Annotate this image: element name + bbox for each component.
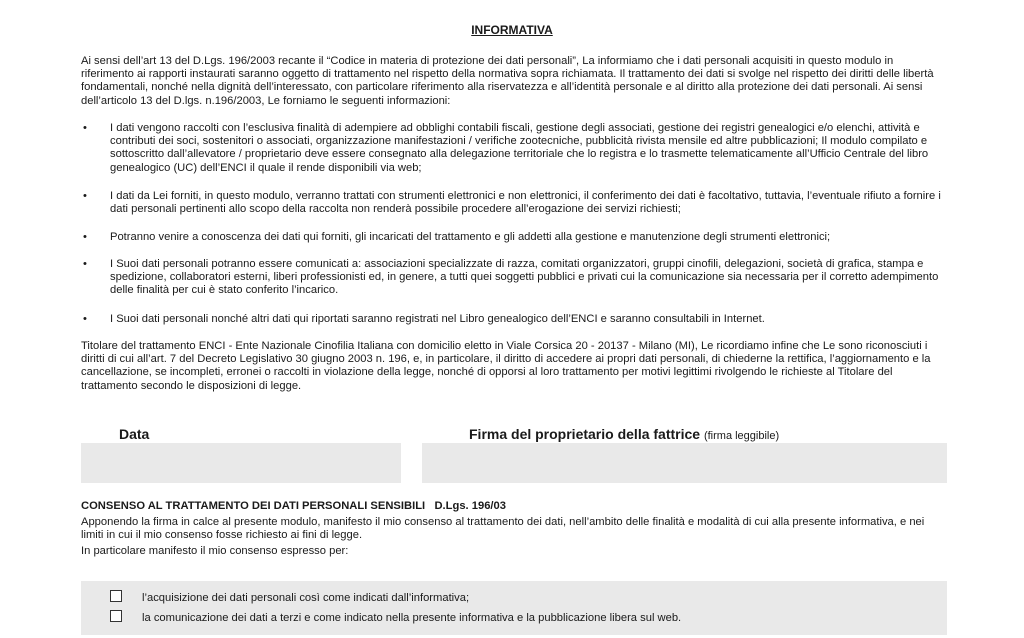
list-item-text: I Suoi dati personali potranno essere comunicati a: associazioni specializzate di razza, comitati organizzatori, gruppi cinofili, delegazioni, società di grafica, stampa e spedizione, collaboratori esterni, liberi professionisti ed, in genere, a tutti quei soggetti pubblici e privati cui la comunicazione sia necessaria per il corretto adempimento delle finalità per cui è stato conferito l’incarico. xyxy=(110,258,939,297)
list-item xyxy=(81,190,947,216)
consent-heading xyxy=(81,500,506,512)
consent-option-label: l’acquisizione dei dati personali così come indicati dall’informativa; xyxy=(142,592,470,604)
signature-note: (firma leggibile) xyxy=(703,430,780,442)
bullet-icon: • xyxy=(83,258,87,270)
consent-text: Apponendo la firma in calce al presente modulo, manifesto il mio consenso al trattamento dei dati, nell’ambito delle finalità e modalità di cui alla presente informativa, e nei limiti in cui il mio consenso fosse richiesto ai fini di legge. xyxy=(81,516,925,542)
signature-label xyxy=(469,426,779,442)
bullet-icon: • xyxy=(83,313,87,325)
consent-option[interactable] xyxy=(110,610,681,624)
intro-paragraph: Ai sensi dell’art 13 del D.Lgs. 196/2003 recante il “Codice in materia di protezione dei dati personali”, La informiamo che i dati personali acquisiti in questo modulo in riferimento ai rapporti instaurati saranno oggetto di trattamento nel rispetto della normativa sopra richiamata. Il trattamento dei dati si svolge nel rispetto dei diritti delle libertà fondamentali, nonché nella dignità dell’interessato, con particolare riferimento alla riservatezza e all’identità personale e al diritto alla protezione dei dati personali. Ai sensi dell’articolo 13 del D.lgs. n.196/2003, Le forniamo le seguenti informazioni: xyxy=(81,55,934,107)
consent-heading-ref: D.Lgs. 196/03 xyxy=(434,500,506,512)
consent-heading-text: CONSENSO AL TRATTAMENTO DEI DATI PERSONALI SENSIBILI xyxy=(81,500,426,512)
date-label: Data xyxy=(119,426,150,442)
list-item xyxy=(81,258,947,298)
checkbox-icon[interactable] xyxy=(110,610,122,622)
list-item xyxy=(81,231,947,244)
consent-text-2: In particolare manifesto il mio consenso espresso per: xyxy=(81,545,349,557)
signature-field[interactable] xyxy=(422,443,947,483)
date-field[interactable] xyxy=(81,443,401,483)
bullet-icon: • xyxy=(83,231,87,243)
titolare-paragraph: Titolare del trattamento ENCI - Ente Nazionale Cinofilia Italiana con domicilio eletto in Viale Corsica 20 - 20137 - Milano (MI), Le ricordiamo infine che Le sono riconosciuti i diritti di cui all’art. 7 del Decreto Legislativo 30 giugno 2003 n. 196, e, in particolare, il diritto di accedere ai propri dati personali, di chiederne la rettifica, l’aggiornamento e la cancellazione, se incompleti, erronei o raccolti in violazione della legge, nonché di opporsi al loro trattamento per motivi legittimi rivolgendo le richieste al Titolare del trattamento secondo le disposizioni di legge. xyxy=(81,340,931,392)
consent-option-label: la comunicazione dei dati a terzi e come indicato nella presente informativa e la pubblicazione libera sul web. xyxy=(142,612,682,624)
list-item-text: I dati vengono raccolti con l’esclusiva finalità di adempiere ad obblighi contabili fiscali, gestione degli associati, gestione dei registri genealogici e/o elenchi, attività e contributi dei soci, sostenitori o associati, organizzazione manifestazioni / verifiche zootecniche, pubblicità rivista mensile ed altre pubblicazioni; Il modulo compilato e sottoscritto dall’allevatore / proprietario deve essere consegnato alla delegazione territoriale che lo registra e lo trasmette telematicamente all’Ufficio Centrale del libro genealogico (UC) dell’ENCI il quale il rende disponibili via web; xyxy=(110,122,929,174)
list-item-text: Potranno venire a conoscenza dei dati qui forniti, gli incaricati del trattamento e gli addetti alla gestione e manutenzione degli strumenti elettronici; xyxy=(110,231,831,243)
bullet-icon: • xyxy=(83,190,87,202)
consent-option[interactable] xyxy=(110,590,469,604)
list-item xyxy=(81,122,947,175)
checkbox-icon[interactable] xyxy=(110,590,122,602)
list-item-text: I Suoi dati personali nonché altri dati qui riportati saranno registrati nel Libro genealogico dell’ENCI e saranno consultabili in Internet. xyxy=(110,313,765,325)
bullet-icon: • xyxy=(83,122,87,134)
document-title: INFORMATIVA xyxy=(471,23,553,37)
signature-label-text: Firma del proprietario della fattrice xyxy=(469,426,701,442)
list-item xyxy=(81,313,947,326)
list-item-text: I dati da Lei forniti, in questo modulo, verranno trattati con strumenti elettronici e non elettronici, il conferimento dei dati è facoltativo, tuttavia, l’eventuale rifiuto a fornire i dati personali pertinenti allo scopo della raccolta non renderà possibile procedere all’erogazione dei servizi richiesti; xyxy=(110,190,941,216)
